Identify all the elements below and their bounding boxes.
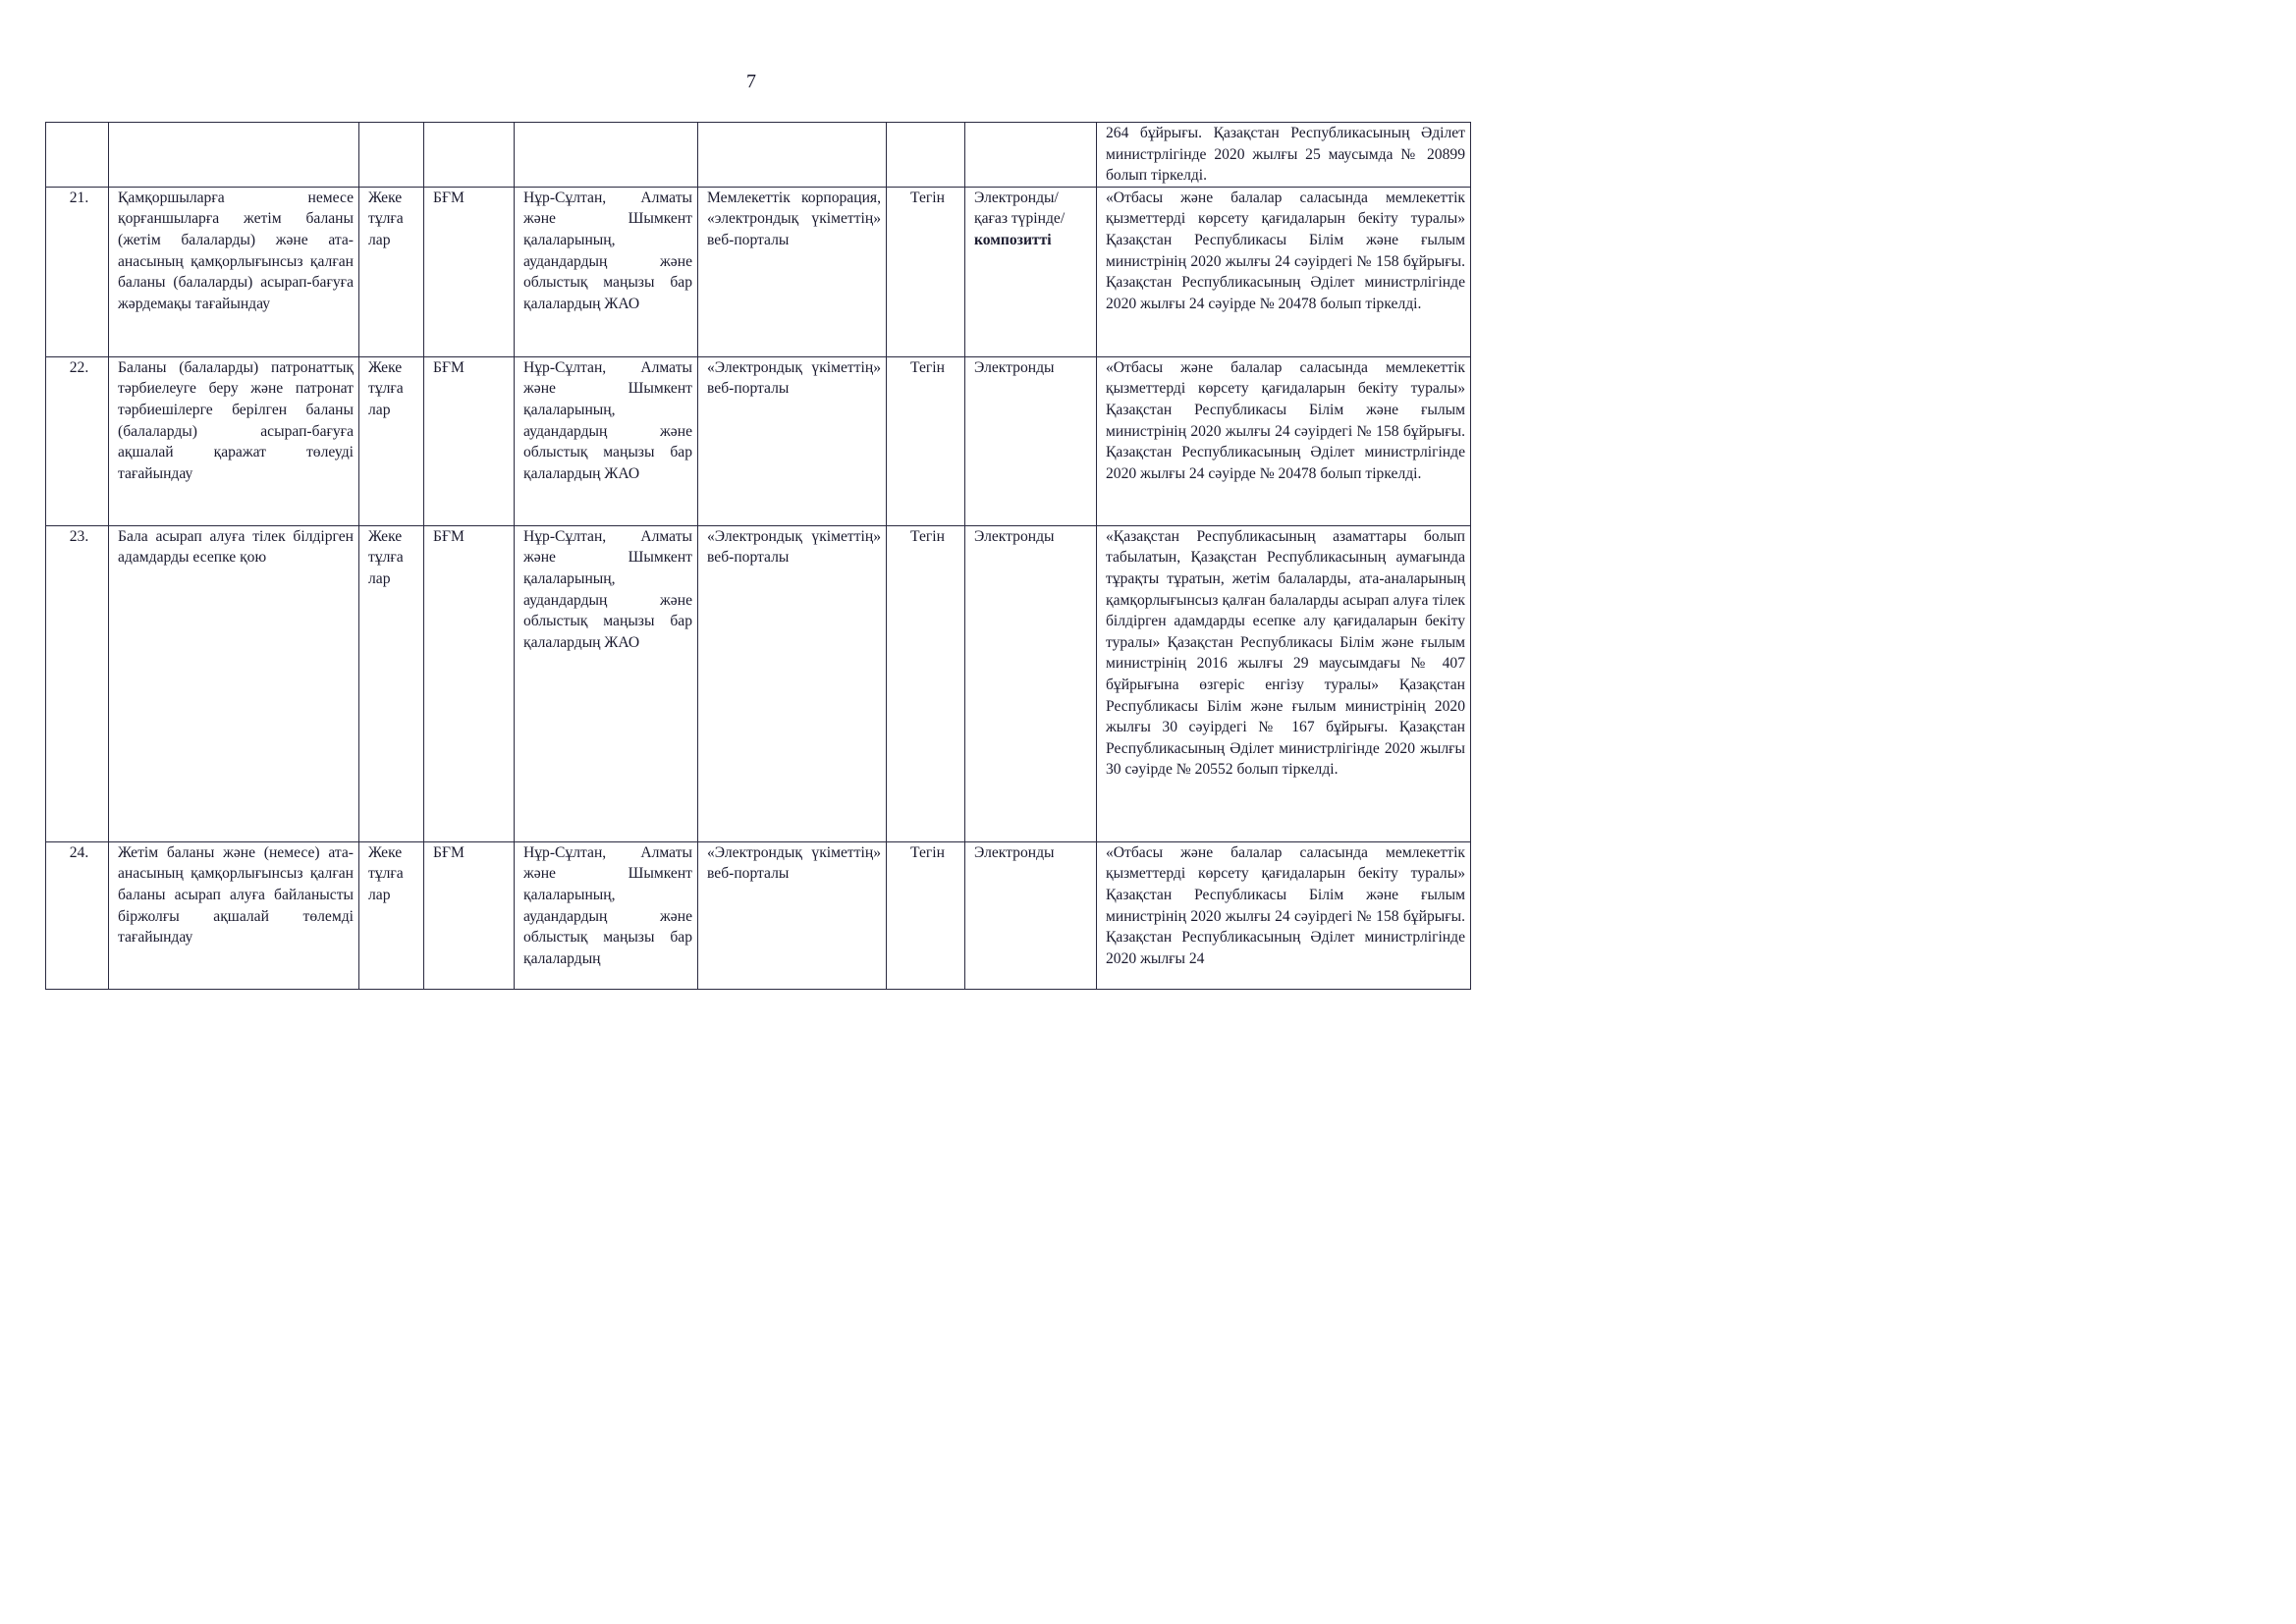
form-bold-text: композитті xyxy=(974,231,1052,248)
cell-recipient: Жеке тұлға лар xyxy=(359,356,424,525)
cell-provider: Нұр-Сұлтан, Алматы және Шымкент қалаларының, аудандардың және облыстық маңызы бар қалалардың ЖАО xyxy=(515,525,698,841)
cell-service xyxy=(109,123,359,188)
cell-channel: «Электрондық үкіметтің» веб-порталы xyxy=(698,841,887,989)
cell-form: Электронды xyxy=(965,841,1097,989)
cell-num: 24. xyxy=(46,841,109,989)
cell-cost: Тегін xyxy=(887,187,965,356)
cell-channel: «Электрондық үкіметтің» веб-порталы xyxy=(698,525,887,841)
form-text: Электронды/ қағаз түрінде/ xyxy=(974,189,1066,228)
table-row xyxy=(46,356,1471,525)
cell-form xyxy=(965,123,1097,188)
cell-channel xyxy=(698,123,887,188)
cell-legal-basis: «Отбасы және балалар саласында мемлекеттік қызметтерді көрсету қағидаларын бекіту туралы» Қазақстан Республикасы Білім және ғылым министрінің 2020 жылғы 24 сәуірдегі № 158 бұйрығы. Қазақстан Республикасының Әділет министрлігінде 2020 жылғы 24 сәуірде № 20478 болып тіркелді. xyxy=(1097,356,1471,525)
cell-ministry: БҒМ xyxy=(424,525,515,841)
cell-service: Жетім баланы және (немесе) ата-анасының қамқорлығынсыз қалған баланы асырап алуға байланысты біржолғы ақшалай төлемді тағайындау xyxy=(109,841,359,989)
cell-recipient xyxy=(359,123,424,188)
cell-cost xyxy=(887,123,965,188)
cell-service: Баланы (балаларды) патронаттық тәрбиелеуге беру және патронат тәрбиешілерге берілген баланы (балаларды) асырап-бағуға ақшалай қаражат төлеуді тағайындау xyxy=(109,356,359,525)
cell-recipient: Жеке тұлға лар xyxy=(359,841,424,989)
cell-ministry: БҒМ xyxy=(424,841,515,989)
table-row xyxy=(46,187,1471,356)
table-row-continuation xyxy=(46,123,1471,188)
cell-recipient: Жеке тұлға лар xyxy=(359,187,424,356)
cell-provider: Нұр-Сұлтан, Алматы және Шымкент қалаларының, аудандардың және облыстық маңызы бар қалалардың xyxy=(515,841,698,989)
cell-legal-basis: «Отбасы және балалар саласында мемлекеттік қызметтерді көрсету қағидаларын бекіту туралы» Қазақстан Республикасы Білім және ғылым министрінің 2020 жылғы 24 сәуірдегі № 158 бұйрығы. Қазақстан Республикасының Әділет министрлігінде 2020 жылғы 24 сәуірде № 20478 болып тіркелді. xyxy=(1097,187,1471,356)
cell-num xyxy=(46,123,109,188)
cell-ministry xyxy=(424,123,515,188)
cell-legal-basis: «Қазақстан Республикасының азаматтары болып табылатын, Қазақстан Республикасының аумағында тұрақты тұратын, жетім балаларды, ата-аналарының қамқорлығынсыз қалған балаларды асырап алуға тілек білдірген адамдарды есепке алу қағидаларын бекіту туралы» Қазақстан Республикасы Білім және ғылым министрінің 2016 жылғы 29 маусымдағы № 407 бұйрығына өзгеріс енгізу туралы» Қазақстан Республикасы Білім және ғылым министрінің 2020 жылғы 30 сәуірдегі № 167 бұйрығы. Қазақстан Республикасының Әділет министрлігінде 2020 жылғы 30 сәуірде № 20552 болып тіркелді. xyxy=(1097,525,1471,841)
cell-cost: Тегін xyxy=(887,841,965,989)
cell-cost: Тегін xyxy=(887,525,965,841)
cell-service: Қамқоршыларға немесе қорғаншыларға жетім баланы (жетім балаларды) және ата-анасының қамқорлығынсыз қалған баланы (балаларды) асырап-бағуға жәрдемақы тағайындау xyxy=(109,187,359,356)
cell-legal-basis: «Отбасы және балалар саласында мемлекеттік қызметтерді көрсету қағидаларын бекіту туралы» Қазақстан Республикасы Білім және ғылым министрінің 2020 жылғы 24 сәуірдегі № 158 бұйрығы. Қазақстан Республикасының Әділет министрлігінде 2020 жылғы 24 xyxy=(1097,841,1471,989)
page-number: 7 xyxy=(746,71,756,92)
cell-cost: Тегін xyxy=(887,356,965,525)
cell-num: 23. xyxy=(46,525,109,841)
cell-num: 22. xyxy=(46,356,109,525)
services-table xyxy=(45,122,1471,990)
cell-ministry: БҒМ xyxy=(424,187,515,356)
cell-provider xyxy=(515,123,698,188)
cell-provider: Нұр-Сұлтан, Алматы және Шымкент қалаларының, аудандардың және облыстық маңызы бар қалалардың ЖАО xyxy=(515,187,698,356)
cell-form xyxy=(965,187,1097,356)
cell-form: Электронды xyxy=(965,356,1097,525)
cell-provider: Нұр-Сұлтан, Алматы және Шымкент қалаларының, аудандардың және облыстық маңызы бар қалалардың ЖАО xyxy=(515,356,698,525)
cell-legal-basis: 264 бұйрығы. Қазақстан Республикасының Әділет министрлігінде 2020 жылғы 25 маусымда № 20899 болып тіркелді. xyxy=(1097,123,1471,188)
table-row xyxy=(46,525,1471,841)
cell-form: Электронды xyxy=(965,525,1097,841)
cell-num: 21. xyxy=(46,187,109,356)
table-row xyxy=(46,841,1471,989)
cell-ministry: БҒМ xyxy=(424,356,515,525)
cell-channel: «Электрондық үкіметтің» веб-порталы xyxy=(698,356,887,525)
cell-channel: Мемлекеттік корпорация, «электрондық үкіметтің» веб-порталы xyxy=(698,187,887,356)
cell-service: Бала асырап алуға тілек білдірген адамдарды есепке қою xyxy=(109,525,359,841)
cell-recipient: Жеке тұлға лар xyxy=(359,525,424,841)
